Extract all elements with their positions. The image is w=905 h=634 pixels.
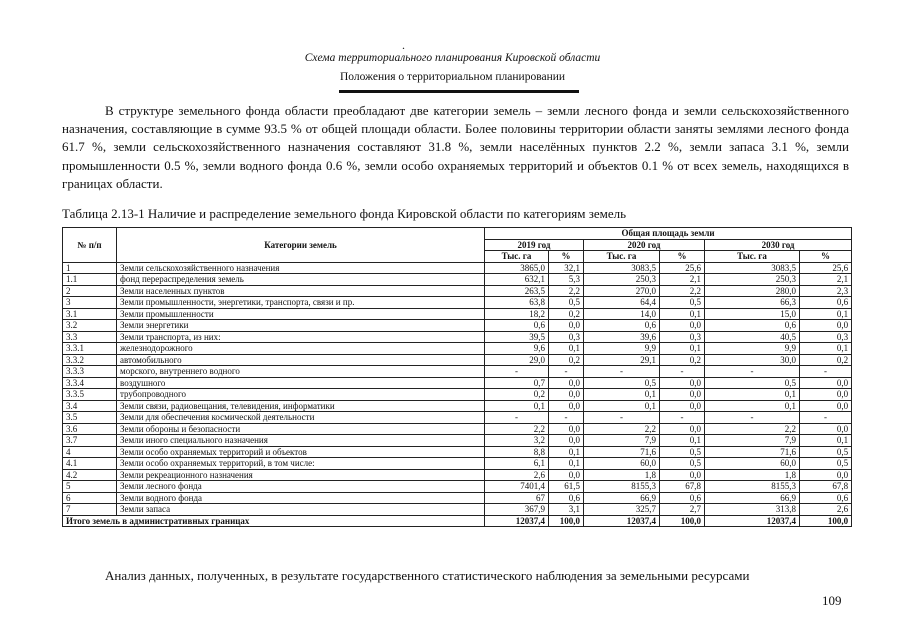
row-category: Земли обороны и безопасности <box>117 423 485 435</box>
table-row <box>63 377 852 389</box>
table-row <box>63 492 852 504</box>
row-2030-ha: 313,8 <box>705 504 800 516</box>
row-num: 3.3.4 <box>63 377 117 389</box>
row-2030-pct: 0,1 <box>800 343 852 355</box>
row-2030-ha: 7,9 <box>705 435 800 447</box>
row-category: фонд перераспределения земель <box>117 274 485 286</box>
table-row <box>63 354 852 366</box>
row-2030-ha: 1,8 <box>705 469 800 481</box>
row-2030-pct: 0,0 <box>800 423 852 435</box>
row-2019-ha: 9,6 <box>485 343 549 355</box>
row-2019-ha: - <box>485 366 549 378</box>
row-2019-pct: 3,1 <box>549 504 584 516</box>
row-2030-ha: 71,6 <box>705 446 800 458</box>
row-2019-ha: 0,1 <box>485 400 549 412</box>
row-2020-pct: 2,7 <box>660 504 705 516</box>
row-2020-ha: 60,0 <box>584 458 660 470</box>
row-2020-ha: 14,0 <box>584 308 660 320</box>
total-2019-pct: 100,0 <box>549 515 584 527</box>
row-category: Земли промышленности, энергетики, транспорта, связи и пр. <box>117 297 485 309</box>
row-2030-ha: 0,5 <box>705 377 800 389</box>
row-2030-pct: 0,2 <box>800 354 852 366</box>
row-num: 4.1 <box>63 458 117 470</box>
table-row <box>63 481 852 493</box>
row-2019-ha: 39,5 <box>485 331 549 343</box>
row-2030-pct: 0,6 <box>800 297 852 309</box>
header-num: № п/п <box>63 228 117 263</box>
row-2020-ha: 2,2 <box>584 423 660 435</box>
row-category: Земли особо охраняемых территорий и объектов <box>117 446 485 458</box>
row-2020-ha: 9,9 <box>584 343 660 355</box>
row-num: 3.5 <box>63 412 117 424</box>
row-2020-ha: 7,9 <box>584 435 660 447</box>
total-label: Итого земель в административных границах <box>63 515 485 527</box>
row-2019-ha: 0,2 <box>485 389 549 401</box>
row-2030-ha: 2,2 <box>705 423 800 435</box>
header-year-2020: 2020 год <box>584 239 705 251</box>
row-2019-pct: 61,5 <box>549 481 584 493</box>
row-2020-ha: 71,6 <box>584 446 660 458</box>
row-2019-ha: 3,2 <box>485 435 549 447</box>
row-2019-pct: - <box>549 366 584 378</box>
row-2030-pct: 2,1 <box>800 274 852 286</box>
row-2019-ha: 7401,4 <box>485 481 549 493</box>
total-2020-pct: 100,0 <box>660 515 705 527</box>
table-row <box>63 423 852 435</box>
table-caption: Таблица 2.13-1 Наличие и распределение земельного фонда Кировской области по категориям земель <box>62 206 627 221</box>
table-row <box>63 366 852 378</box>
row-2020-ha: 0,1 <box>584 400 660 412</box>
table-row <box>63 412 852 424</box>
total-2020-ha: 12037,4 <box>584 515 660 527</box>
row-category: Земли иного специального назначения <box>117 435 485 447</box>
row-2019-ha: 632,1 <box>485 274 549 286</box>
row-2020-pct: - <box>660 412 705 424</box>
table-row <box>63 446 852 458</box>
row-2019-ha: 8,8 <box>485 446 549 458</box>
row-2019-pct: 0,0 <box>549 389 584 401</box>
total-2030-pct: 100,0 <box>800 515 852 527</box>
row-2019-pct: 5,3 <box>549 274 584 286</box>
row-2030-pct: 2,3 <box>800 285 852 297</box>
row-category: трубопроводного <box>117 389 485 401</box>
row-2019-pct: 2,2 <box>549 285 584 297</box>
row-num: 1.1 <box>63 274 117 286</box>
row-2019-ha: 367,9 <box>485 504 549 516</box>
row-2030-ha: 3083,5 <box>705 262 800 274</box>
row-2019-pct: 0,5 <box>549 297 584 309</box>
row-2019-pct: 0,1 <box>549 343 584 355</box>
row-2030-ha: 250,3 <box>705 274 800 286</box>
table-row <box>63 331 852 343</box>
row-2020-ha: 0,6 <box>584 320 660 332</box>
row-2019-pct: 0,0 <box>549 423 584 435</box>
row-2030-ha: 0,1 <box>705 400 800 412</box>
header-unit-pct: % <box>800 251 852 263</box>
row-2030-ha: 40,5 <box>705 331 800 343</box>
row-2020-pct: 2,2 <box>660 285 705 297</box>
row-2020-pct: 25,6 <box>660 262 705 274</box>
row-2020-ha: 1,8 <box>584 469 660 481</box>
row-2030-ha: 8155,3 <box>705 481 800 493</box>
row-2020-ha: 39,6 <box>584 331 660 343</box>
row-2019-ha: 18,2 <box>485 308 549 320</box>
row-2030-ha: - <box>705 412 800 424</box>
row-2030-pct: 0,5 <box>800 458 852 470</box>
row-category: воздушного <box>117 377 485 389</box>
header-year-2030: 2030 год <box>705 239 852 251</box>
land-fund-table <box>62 227 852 527</box>
row-2019-pct: 0,1 <box>549 446 584 458</box>
row-2020-pct: 0,0 <box>660 469 705 481</box>
row-2030-ha: 66,9 <box>705 492 800 504</box>
row-2030-ha: 280,0 <box>705 285 800 297</box>
row-num: 3.3.2 <box>63 354 117 366</box>
row-2030-ha: 0,6 <box>705 320 800 332</box>
row-2020-pct: 0,5 <box>660 297 705 309</box>
row-num: 3.3.5 <box>63 389 117 401</box>
row-2019-pct: 0,0 <box>549 435 584 447</box>
row-2020-ha: 270,0 <box>584 285 660 297</box>
row-2020-pct: 67,8 <box>660 481 705 493</box>
row-category: Земли особо охраняемых территорий, в том числе: <box>117 458 485 470</box>
row-2030-pct: 0,0 <box>800 320 852 332</box>
row-category: Земли связи, радиовещания, телевидения, информатики <box>117 400 485 412</box>
row-2020-pct: 0,0 <box>660 377 705 389</box>
row-2020-ha: 64,4 <box>584 297 660 309</box>
row-category: Земли сельскохозяйственного назначения <box>117 262 485 274</box>
row-2030-ha: 0,1 <box>705 389 800 401</box>
table-body <box>63 262 852 515</box>
row-num: 4.2 <box>63 469 117 481</box>
row-2019-ha: - <box>485 412 549 424</box>
row-2020-pct: 0,0 <box>660 320 705 332</box>
row-2020-pct: 0,1 <box>660 308 705 320</box>
header-year-2019: 2019 год <box>485 239 584 251</box>
row-2030-ha: - <box>705 366 800 378</box>
row-2030-ha: 9,9 <box>705 343 800 355</box>
row-2019-pct: 0,3 <box>549 331 584 343</box>
table-row <box>63 389 852 401</box>
row-2020-pct: 0,2 <box>660 354 705 366</box>
row-2030-pct: 67,8 <box>800 481 852 493</box>
table-row <box>63 400 852 412</box>
row-2030-pct: 0,0 <box>800 400 852 412</box>
table-row <box>63 435 852 447</box>
row-2030-pct: 25,6 <box>800 262 852 274</box>
row-category: Земли лесного фонда <box>117 481 485 493</box>
row-num: 1 <box>63 262 117 274</box>
stray-dot: . <box>402 38 405 52</box>
row-2030-pct: 2,6 <box>800 504 852 516</box>
table-row <box>63 458 852 470</box>
row-2019-ha: 2,2 <box>485 423 549 435</box>
row-2020-pct: 0,0 <box>660 389 705 401</box>
document-title: Схема территориального планирования Кировской области <box>304 52 601 64</box>
row-num: 3.1 <box>63 308 117 320</box>
row-2030-pct: - <box>800 366 852 378</box>
row-num: 2 <box>63 285 117 297</box>
row-2020-ha: 0,5 <box>584 377 660 389</box>
header-unit-pct: % <box>660 251 705 263</box>
row-num: 3.3.1 <box>63 343 117 355</box>
row-2019-pct: 0,2 <box>549 354 584 366</box>
row-2019-pct: 0,0 <box>549 377 584 389</box>
header-category: Категории земель <box>117 228 485 263</box>
bottom-paragraph: Анализ данных, полученных, в результате государственного статистического наблюдения за земельными ресурсами <box>105 568 750 583</box>
row-num: 6 <box>63 492 117 504</box>
row-2020-pct: 0,5 <box>660 446 705 458</box>
row-category: Земли транспорта, из них: <box>117 331 485 343</box>
row-2020-ha: 66,9 <box>584 492 660 504</box>
header-unit-ha: Тыс. га <box>485 251 549 263</box>
row-num: 3.7 <box>63 435 117 447</box>
row-num: 3.4 <box>63 400 117 412</box>
row-2019-ha: 0,6 <box>485 320 549 332</box>
row-num: 3.2 <box>63 320 117 332</box>
header-unit-ha: Тыс. га <box>705 251 800 263</box>
total-2030-ha: 12037,4 <box>705 515 800 527</box>
row-num: 3 <box>63 297 117 309</box>
total-row <box>63 515 852 527</box>
table-row <box>63 504 852 516</box>
row-category: морского, внутреннего водного <box>117 366 485 378</box>
row-2020-ha: 0,1 <box>584 389 660 401</box>
row-2020-ha: 29,1 <box>584 354 660 366</box>
row-2020-pct: 0,0 <box>660 423 705 435</box>
header-total-area: Общая площадь земли <box>485 228 852 240</box>
table-row <box>63 343 852 355</box>
row-2020-pct: 0,3 <box>660 331 705 343</box>
row-category: Земли запаса <box>117 504 485 516</box>
row-num: 4 <box>63 446 117 458</box>
header-rule <box>339 90 579 93</box>
row-category: автомобильного <box>117 354 485 366</box>
row-2030-pct: 0,0 <box>800 469 852 481</box>
row-2019-ha: 0,7 <box>485 377 549 389</box>
row-2020-ha: - <box>584 412 660 424</box>
row-category: Земли водного фонда <box>117 492 485 504</box>
row-2019-pct: 0,6 <box>549 492 584 504</box>
row-2019-pct: 0,2 <box>549 308 584 320</box>
row-num: 3.3 <box>63 331 117 343</box>
row-2019-pct: 32,1 <box>549 262 584 274</box>
row-2019-pct: 0,0 <box>549 400 584 412</box>
row-2030-ha: 60,0 <box>705 458 800 470</box>
row-2019-pct: 0,1 <box>549 458 584 470</box>
row-num: 7 <box>63 504 117 516</box>
row-2030-pct: 0,6 <box>800 492 852 504</box>
row-2019-pct: - <box>549 412 584 424</box>
total-2019-ha: 12037,4 <box>485 515 549 527</box>
row-2030-pct: 0,1 <box>800 435 852 447</box>
row-category: Земли промышленности <box>117 308 485 320</box>
row-2019-ha: 3865,0 <box>485 262 549 274</box>
table-row <box>63 262 852 274</box>
row-2030-ha: 66,3 <box>705 297 800 309</box>
row-2030-ha: 15,0 <box>705 308 800 320</box>
row-2019-ha: 29,0 <box>485 354 549 366</box>
row-2020-ha: 3083,5 <box>584 262 660 274</box>
row-2020-pct: 0,1 <box>660 343 705 355</box>
row-num: 5 <box>63 481 117 493</box>
row-2030-ha: 30,0 <box>705 354 800 366</box>
table-row <box>63 274 852 286</box>
row-2019-pct: 0,0 <box>549 320 584 332</box>
table-row <box>63 469 852 481</box>
row-2019-pct: 0,0 <box>549 469 584 481</box>
row-2030-pct: 0,1 <box>800 308 852 320</box>
row-category: Земли энергетики <box>117 320 485 332</box>
row-2019-ha: 2,6 <box>485 469 549 481</box>
page-number: 109 <box>822 593 842 608</box>
table-row <box>63 308 852 320</box>
row-2020-pct: 0,6 <box>660 492 705 504</box>
row-2020-pct: 0,0 <box>660 400 705 412</box>
row-2019-ha: 67 <box>485 492 549 504</box>
row-2030-pct: 0,5 <box>800 446 852 458</box>
table-row <box>63 297 852 309</box>
row-2030-pct: 0,3 <box>800 331 852 343</box>
row-2020-ha: 325,7 <box>584 504 660 516</box>
row-2020-ha: 8155,3 <box>584 481 660 493</box>
row-2020-pct: 0,5 <box>660 458 705 470</box>
row-2020-pct: - <box>660 366 705 378</box>
row-category: Земли рекреационного назначения <box>117 469 485 481</box>
row-2030-pct: 0,0 <box>800 377 852 389</box>
table-row <box>63 285 852 297</box>
document-subtitle: Положения о территориальном планировании <box>339 71 566 83</box>
row-2020-ha: 250,3 <box>584 274 660 286</box>
row-2019-ha: 263,5 <box>485 285 549 297</box>
header-unit-ha: Тыс. га <box>584 251 660 263</box>
row-2030-pct: - <box>800 412 852 424</box>
row-num: 3.3.3 <box>63 366 117 378</box>
intro-paragraph: В структуре земельного фонда области преобладают две категории земель – земли лесного фонда и земли сельскохозяйственного назначения, составляющие в сумме 93.5 % от общей площади области. Более половины территории области заняты землями лесного фонда 61.7 %, земли сельскохозяйственного назначения составляют 31.8 %, земли населённых пунктов 2.2 %, земли запаса 3.1 %, земли промышленности 0.5 %, земли водного фонда 0.6 %, земли особо охраняемых территорий и объектов 0.1 % от всех земель, находящихся в границах области. <box>62 103 849 191</box>
row-2020-ha: - <box>584 366 660 378</box>
row-2019-ha: 63,8 <box>485 297 549 309</box>
row-num: 3.6 <box>63 423 117 435</box>
row-category: Земли населенных пунктов <box>117 285 485 297</box>
header-unit-pct: % <box>549 251 584 263</box>
row-2020-pct: 0,1 <box>660 435 705 447</box>
row-2030-pct: 0,0 <box>800 389 852 401</box>
table-row <box>63 320 852 332</box>
row-category: Земли для обеспечения космической деятельности <box>117 412 485 424</box>
row-category: железнодорожного <box>117 343 485 355</box>
row-2019-ha: 6,1 <box>485 458 549 470</box>
row-2020-pct: 2,1 <box>660 274 705 286</box>
